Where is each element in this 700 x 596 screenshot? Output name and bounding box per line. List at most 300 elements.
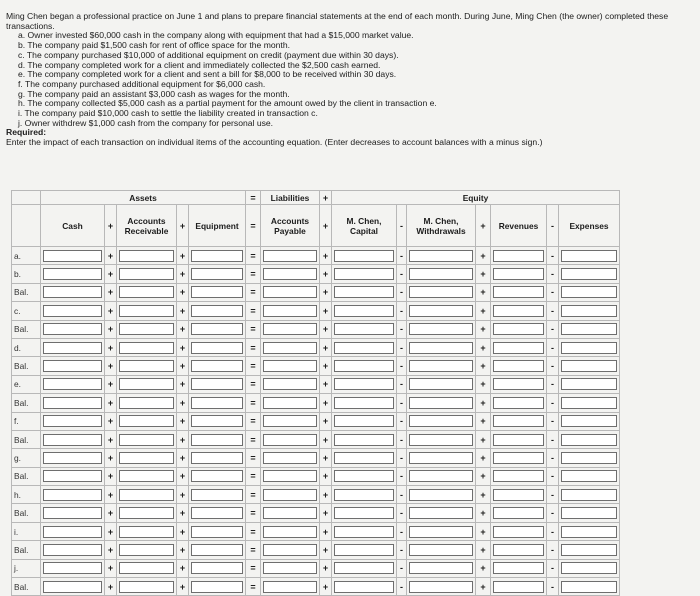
operator-symbol: - bbox=[397, 486, 407, 504]
equals-group-operator: = bbox=[246, 191, 261, 205]
accounts-payable-input[interactable] bbox=[263, 415, 317, 427]
operator-symbol: = bbox=[246, 412, 261, 430]
withdrawals-input[interactable] bbox=[409, 342, 473, 354]
operator-symbol: + bbox=[105, 430, 117, 448]
expenses-input[interactable] bbox=[561, 323, 617, 335]
equipment-input[interactable] bbox=[191, 378, 243, 390]
operator-symbol: + bbox=[105, 412, 117, 430]
operator-symbol: - bbox=[547, 467, 559, 485]
expenses-input[interactable] bbox=[561, 544, 617, 556]
accounts-payable-input[interactable] bbox=[263, 562, 317, 574]
accounts-payable-input[interactable] bbox=[263, 342, 317, 354]
expenses-input[interactable] bbox=[561, 470, 617, 482]
withdrawals-input[interactable] bbox=[409, 526, 473, 538]
expenses-input[interactable] bbox=[561, 526, 617, 538]
capital-input[interactable] bbox=[334, 470, 394, 482]
withdrawals-input[interactable] bbox=[409, 489, 473, 501]
revenues-input[interactable] bbox=[493, 526, 544, 538]
capital-cell bbox=[332, 283, 397, 301]
table-row bbox=[12, 338, 620, 356]
operator-symbol: + bbox=[476, 247, 491, 265]
revenues-input[interactable] bbox=[493, 286, 544, 298]
cash-cell bbox=[41, 394, 105, 412]
expenses-input[interactable] bbox=[561, 342, 617, 354]
capital-header: M. Chen, Capital bbox=[332, 205, 397, 247]
expenses-cell bbox=[559, 541, 620, 559]
equipment-input[interactable] bbox=[191, 415, 243, 427]
cash-input[interactable] bbox=[43, 452, 102, 464]
withdrawals-input[interactable] bbox=[409, 544, 473, 556]
expenses-input[interactable] bbox=[561, 507, 617, 519]
cash-input[interactable] bbox=[43, 342, 102, 354]
withdrawals-cell bbox=[407, 430, 476, 448]
accounts-payable-cell bbox=[261, 467, 320, 485]
expenses-input[interactable] bbox=[561, 250, 617, 262]
capital-input[interactable] bbox=[334, 452, 394, 464]
operator-symbol: + bbox=[320, 449, 332, 467]
expenses-input[interactable] bbox=[561, 397, 617, 409]
accounts-payable-input[interactable] bbox=[263, 470, 317, 482]
cash-input[interactable] bbox=[43, 544, 102, 556]
expenses-input[interactable] bbox=[561, 378, 617, 390]
revenues-input[interactable] bbox=[493, 434, 544, 446]
operator-symbol: + bbox=[177, 394, 189, 412]
cash-cell bbox=[41, 338, 105, 356]
accounts-payable-input[interactable] bbox=[263, 323, 317, 335]
accounts-payable-input[interactable] bbox=[263, 286, 317, 298]
operator-symbol: + bbox=[476, 375, 491, 393]
accounts-receivable-input[interactable] bbox=[119, 526, 174, 538]
equipment-input[interactable] bbox=[191, 434, 243, 446]
transaction-item: h. The company collected $5,000 cash as a partial payment for the amount owed by the client in transaction e. bbox=[18, 98, 437, 109]
cash-input[interactable] bbox=[43, 378, 102, 390]
equipment-input[interactable] bbox=[191, 250, 243, 262]
capital-input[interactable] bbox=[334, 305, 394, 317]
capital-cell bbox=[332, 394, 397, 412]
accounts-payable-cell bbox=[261, 578, 320, 596]
transaction-item: c. The company purchased $10,000 of additional equipment on credit (payment due within 30 days). bbox=[18, 49, 399, 60]
accounts-receivable-input[interactable] bbox=[119, 342, 174, 354]
accounts-payable-input[interactable] bbox=[263, 526, 317, 538]
accounts-payable-input[interactable] bbox=[263, 452, 317, 464]
table-row bbox=[12, 430, 620, 448]
operator-symbol: + bbox=[105, 559, 117, 577]
revenues-input[interactable] bbox=[493, 360, 544, 372]
cash-cell bbox=[41, 430, 105, 448]
revenues-input[interactable] bbox=[493, 452, 544, 464]
equipment-input[interactable] bbox=[191, 268, 243, 280]
equipment-cell bbox=[189, 320, 246, 338]
cash-input[interactable] bbox=[43, 415, 102, 427]
accounts-receivable-input[interactable] bbox=[119, 434, 174, 446]
operator-symbol: - bbox=[397, 265, 407, 283]
operator-symbol: + bbox=[320, 375, 332, 393]
operator-symbol: + bbox=[320, 504, 332, 522]
operator-symbol: + bbox=[177, 357, 189, 375]
equipment-input[interactable] bbox=[191, 470, 243, 482]
equipment-input[interactable] bbox=[191, 360, 243, 372]
expenses-input[interactable] bbox=[561, 452, 617, 464]
equipment-input[interactable] bbox=[191, 489, 243, 501]
cash-input[interactable] bbox=[43, 286, 102, 298]
revenues-input[interactable] bbox=[493, 342, 544, 354]
cash-input[interactable] bbox=[43, 250, 102, 262]
withdrawals-input[interactable] bbox=[409, 305, 473, 317]
withdrawals-input[interactable] bbox=[409, 250, 473, 262]
expenses-cell bbox=[559, 265, 620, 283]
operator-symbol: - bbox=[547, 357, 559, 375]
accounts-payable-input[interactable] bbox=[263, 378, 317, 390]
cash-input[interactable] bbox=[43, 581, 102, 593]
row-label: i. bbox=[12, 522, 41, 540]
column-header-row bbox=[12, 205, 620, 247]
equipment-cell bbox=[189, 504, 246, 522]
capital-input[interactable] bbox=[334, 397, 394, 409]
capital-input[interactable] bbox=[334, 268, 394, 280]
withdrawals-cell bbox=[407, 320, 476, 338]
capital-cell bbox=[332, 302, 397, 320]
withdrawals-input[interactable] bbox=[409, 323, 473, 335]
operator-symbol: + bbox=[177, 320, 189, 338]
operator-symbol: = bbox=[246, 486, 261, 504]
withdrawals-input[interactable] bbox=[409, 452, 473, 464]
row-label: Bal. bbox=[12, 394, 41, 412]
equipment-cell bbox=[189, 430, 246, 448]
problem-statement bbox=[6, 12, 696, 148]
operator-symbol: - bbox=[547, 412, 559, 430]
revenues-input[interactable] bbox=[493, 250, 544, 262]
accounts-payable-input[interactable] bbox=[263, 581, 317, 593]
operator-symbol: + bbox=[105, 320, 117, 338]
transaction-item: g. The company paid an assistant $3,000 cash as wages for the month. bbox=[18, 88, 290, 99]
expenses-input[interactable] bbox=[561, 268, 617, 280]
table-row bbox=[12, 283, 620, 301]
capital-input[interactable] bbox=[334, 489, 394, 501]
accounts-receivable-input[interactable] bbox=[119, 415, 174, 427]
operator-header: - bbox=[547, 205, 559, 247]
operator-symbol: + bbox=[177, 430, 189, 448]
expenses-input[interactable] bbox=[561, 305, 617, 317]
operator-symbol: + bbox=[320, 486, 332, 504]
operator-symbol: + bbox=[476, 541, 491, 559]
withdrawals-input[interactable] bbox=[409, 397, 473, 409]
accounts-payable-cell bbox=[261, 320, 320, 338]
equipment-input[interactable] bbox=[191, 397, 243, 409]
cash-cell bbox=[41, 302, 105, 320]
equipment-cell bbox=[189, 449, 246, 467]
cash-input[interactable] bbox=[43, 470, 102, 482]
withdrawals-input[interactable] bbox=[409, 562, 473, 574]
operator-symbol: + bbox=[177, 247, 189, 265]
operator-symbol: - bbox=[547, 247, 559, 265]
cash-cell bbox=[41, 320, 105, 338]
revenues-cell bbox=[491, 265, 547, 283]
accounts-receivable-input[interactable] bbox=[119, 268, 174, 280]
capital-input[interactable] bbox=[334, 562, 394, 574]
expenses-input[interactable] bbox=[561, 562, 617, 574]
cash-input[interactable] bbox=[43, 397, 102, 409]
equipment-input[interactable] bbox=[191, 452, 243, 464]
accounts-payable-input[interactable] bbox=[263, 268, 317, 280]
operator-symbol: + bbox=[177, 486, 189, 504]
withdrawals-input[interactable] bbox=[409, 415, 473, 427]
equipment-cell bbox=[189, 486, 246, 504]
operator-symbol: - bbox=[397, 541, 407, 559]
accounts-payable-input[interactable] bbox=[263, 507, 317, 519]
capital-input[interactable] bbox=[334, 434, 394, 446]
accounts-payable-input[interactable] bbox=[263, 305, 317, 317]
capital-cell bbox=[332, 504, 397, 522]
accounts-receivable-input[interactable] bbox=[119, 507, 174, 519]
revenues-input[interactable] bbox=[493, 507, 544, 519]
accounts-payable-cell bbox=[261, 375, 320, 393]
withdrawals-cell bbox=[407, 578, 476, 596]
withdrawals-input[interactable] bbox=[409, 470, 473, 482]
withdrawals-header: M. Chen, Withdrawals bbox=[407, 205, 476, 247]
operator-symbol: - bbox=[397, 522, 407, 540]
revenues-input[interactable] bbox=[493, 323, 544, 335]
operator-symbol: + bbox=[476, 357, 491, 375]
accounts-receivable-cell bbox=[117, 247, 177, 265]
row-label: Bal. bbox=[12, 357, 41, 375]
revenues-input[interactable] bbox=[493, 305, 544, 317]
revenues-cell bbox=[491, 283, 547, 301]
operator-symbol: + bbox=[476, 394, 491, 412]
equipment-input[interactable] bbox=[191, 305, 243, 317]
accounts-payable-cell bbox=[261, 541, 320, 559]
operator-symbol: - bbox=[547, 504, 559, 522]
table-row bbox=[12, 449, 620, 467]
cash-input[interactable] bbox=[43, 526, 102, 538]
capital-cell bbox=[332, 247, 397, 265]
cash-input[interactable] bbox=[43, 268, 102, 280]
withdrawals-input[interactable] bbox=[409, 286, 473, 298]
equipment-input[interactable] bbox=[191, 323, 243, 335]
accounts-receivable-input[interactable] bbox=[119, 250, 174, 262]
cash-input[interactable] bbox=[43, 360, 102, 372]
revenues-input[interactable] bbox=[493, 415, 544, 427]
operator-symbol: + bbox=[476, 504, 491, 522]
capital-cell bbox=[332, 486, 397, 504]
expenses-input[interactable] bbox=[561, 360, 617, 372]
revenues-input[interactable] bbox=[493, 562, 544, 574]
cash-cell bbox=[41, 265, 105, 283]
accounts-payable-input[interactable] bbox=[263, 397, 317, 409]
withdrawals-input[interactable] bbox=[409, 507, 473, 519]
accounts-payable-input[interactable] bbox=[263, 250, 317, 262]
accounts-receivable-input[interactable] bbox=[119, 581, 174, 593]
revenues-cell bbox=[491, 522, 547, 540]
equipment-input[interactable] bbox=[191, 581, 243, 593]
accounts-payable-cell bbox=[261, 486, 320, 504]
table-row bbox=[12, 541, 620, 559]
expenses-cell bbox=[559, 467, 620, 485]
operator-header: + bbox=[105, 205, 117, 247]
cash-input[interactable] bbox=[43, 489, 102, 501]
operator-symbol: + bbox=[177, 467, 189, 485]
operator-symbol: - bbox=[547, 522, 559, 540]
capital-cell bbox=[332, 449, 397, 467]
required-heading: Required: bbox=[6, 127, 47, 138]
expenses-input[interactable] bbox=[561, 286, 617, 298]
accounts-payable-input[interactable] bbox=[263, 544, 317, 556]
revenues-cell bbox=[491, 412, 547, 430]
operator-symbol: + bbox=[177, 338, 189, 356]
equipment-input[interactable] bbox=[191, 507, 243, 519]
withdrawals-cell bbox=[407, 522, 476, 540]
accounts-receivable-input[interactable] bbox=[119, 286, 174, 298]
expenses-cell bbox=[559, 504, 620, 522]
operator-symbol: - bbox=[397, 394, 407, 412]
operator-header: + bbox=[476, 205, 491, 247]
capital-cell bbox=[332, 265, 397, 283]
revenues-input[interactable] bbox=[493, 489, 544, 501]
row-label: Bal. bbox=[12, 283, 41, 301]
expenses-cell bbox=[559, 578, 620, 596]
revenues-input[interactable] bbox=[493, 268, 544, 280]
operator-symbol: + bbox=[476, 338, 491, 356]
operator-symbol: + bbox=[320, 412, 332, 430]
revenues-input[interactable] bbox=[493, 581, 544, 593]
accounts-receivable-input[interactable] bbox=[119, 452, 174, 464]
table-row bbox=[12, 320, 620, 338]
operator-symbol: + bbox=[177, 375, 189, 393]
withdrawals-input[interactable] bbox=[409, 581, 473, 593]
expenses-cell bbox=[559, 522, 620, 540]
accounts-receivable-input[interactable] bbox=[119, 397, 174, 409]
table-row bbox=[12, 504, 620, 522]
operator-symbol: + bbox=[476, 430, 491, 448]
accounts-receivable-header: Accounts Receivable bbox=[117, 205, 177, 247]
withdrawals-cell bbox=[407, 541, 476, 559]
capital-input[interactable] bbox=[334, 415, 394, 427]
revenues-cell bbox=[491, 302, 547, 320]
equipment-input[interactable] bbox=[191, 286, 243, 298]
accounts-receivable-input[interactable] bbox=[119, 378, 174, 390]
withdrawals-cell bbox=[407, 375, 476, 393]
accounts-payable-input[interactable] bbox=[263, 489, 317, 501]
withdrawals-input[interactable] bbox=[409, 268, 473, 280]
capital-input[interactable] bbox=[334, 250, 394, 262]
equipment-input[interactable] bbox=[191, 544, 243, 556]
accounts-receivable-input[interactable] bbox=[119, 470, 174, 482]
operator-symbol: + bbox=[476, 486, 491, 504]
withdrawals-input[interactable] bbox=[409, 378, 473, 390]
expenses-input[interactable] bbox=[561, 415, 617, 427]
operator-symbol: - bbox=[547, 302, 559, 320]
revenues-input[interactable] bbox=[493, 544, 544, 556]
table-row bbox=[12, 302, 620, 320]
operator-symbol: + bbox=[177, 302, 189, 320]
withdrawals-cell bbox=[407, 265, 476, 283]
expenses-header: Expenses bbox=[559, 205, 620, 247]
cash-input[interactable] bbox=[43, 434, 102, 446]
capital-input[interactable] bbox=[334, 286, 394, 298]
operator-symbol: + bbox=[320, 394, 332, 412]
revenues-cell bbox=[491, 247, 547, 265]
operator-symbol: + bbox=[320, 467, 332, 485]
accounts-receivable-input[interactable] bbox=[119, 323, 174, 335]
equipment-input[interactable] bbox=[191, 526, 243, 538]
row-label: d. bbox=[12, 338, 41, 356]
operator-symbol: - bbox=[547, 338, 559, 356]
revenues-input[interactable] bbox=[493, 397, 544, 409]
expenses-input[interactable] bbox=[561, 434, 617, 446]
operator-symbol: - bbox=[397, 578, 407, 596]
expenses-cell bbox=[559, 559, 620, 577]
operator-symbol: + bbox=[320, 338, 332, 356]
accounts-receivable-cell bbox=[117, 338, 177, 356]
cash-cell bbox=[41, 247, 105, 265]
cash-input[interactable] bbox=[43, 323, 102, 335]
operator-symbol: = bbox=[246, 283, 261, 301]
accounts-receivable-input[interactable] bbox=[119, 562, 174, 574]
cash-input[interactable] bbox=[43, 305, 102, 317]
withdrawals-cell bbox=[407, 247, 476, 265]
cash-cell bbox=[41, 283, 105, 301]
equipment-input[interactable] bbox=[191, 342, 243, 354]
cash-cell bbox=[41, 449, 105, 467]
accounts-payable-input[interactable] bbox=[263, 360, 317, 372]
capital-input[interactable] bbox=[334, 581, 394, 593]
expenses-cell bbox=[559, 247, 620, 265]
operator-symbol: + bbox=[320, 357, 332, 375]
label-header-cell bbox=[12, 205, 41, 247]
revenues-input[interactable] bbox=[493, 378, 544, 390]
operator-symbol: + bbox=[476, 467, 491, 485]
accounts-receivable-input[interactable] bbox=[119, 489, 174, 501]
capital-input[interactable] bbox=[334, 526, 394, 538]
withdrawals-input[interactable] bbox=[409, 360, 473, 372]
expenses-input[interactable] bbox=[561, 581, 617, 593]
expenses-input[interactable] bbox=[561, 489, 617, 501]
equipment-input[interactable] bbox=[191, 562, 243, 574]
accounts-payable-input[interactable] bbox=[263, 434, 317, 446]
cash-input[interactable] bbox=[43, 507, 102, 519]
operator-symbol: + bbox=[105, 522, 117, 540]
cash-cell bbox=[41, 522, 105, 540]
operator-symbol: - bbox=[397, 467, 407, 485]
accounts-receivable-input[interactable] bbox=[119, 544, 174, 556]
operator-symbol: + bbox=[105, 467, 117, 485]
capital-input[interactable] bbox=[334, 360, 394, 372]
operator-symbol: - bbox=[547, 430, 559, 448]
row-label: Bal. bbox=[12, 320, 41, 338]
cash-input[interactable] bbox=[43, 562, 102, 574]
withdrawals-input[interactable] bbox=[409, 434, 473, 446]
operator-symbol: + bbox=[105, 302, 117, 320]
expenses-cell bbox=[559, 338, 620, 356]
capital-input[interactable] bbox=[334, 507, 394, 519]
cash-cell bbox=[41, 375, 105, 393]
operator-symbol: = bbox=[246, 320, 261, 338]
equipment-cell bbox=[189, 541, 246, 559]
transaction-item: i. The company paid $10,000 cash to settle the liability created in transaction c. bbox=[18, 108, 318, 119]
operator-symbol: + bbox=[476, 320, 491, 338]
accounts-receivable-cell bbox=[117, 449, 177, 467]
accounts-receivable-input[interactable] bbox=[119, 360, 174, 372]
capital-input[interactable] bbox=[334, 544, 394, 556]
capital-input[interactable] bbox=[334, 378, 394, 390]
capital-input[interactable] bbox=[334, 323, 394, 335]
revenues-input[interactable] bbox=[493, 470, 544, 482]
capital-input[interactable] bbox=[334, 342, 394, 354]
operator-symbol: - bbox=[397, 504, 407, 522]
operator-symbol: - bbox=[397, 338, 407, 356]
accounts-payable-cell bbox=[261, 559, 320, 577]
accounts-receivable-input[interactable] bbox=[119, 305, 174, 317]
cash-cell bbox=[41, 486, 105, 504]
